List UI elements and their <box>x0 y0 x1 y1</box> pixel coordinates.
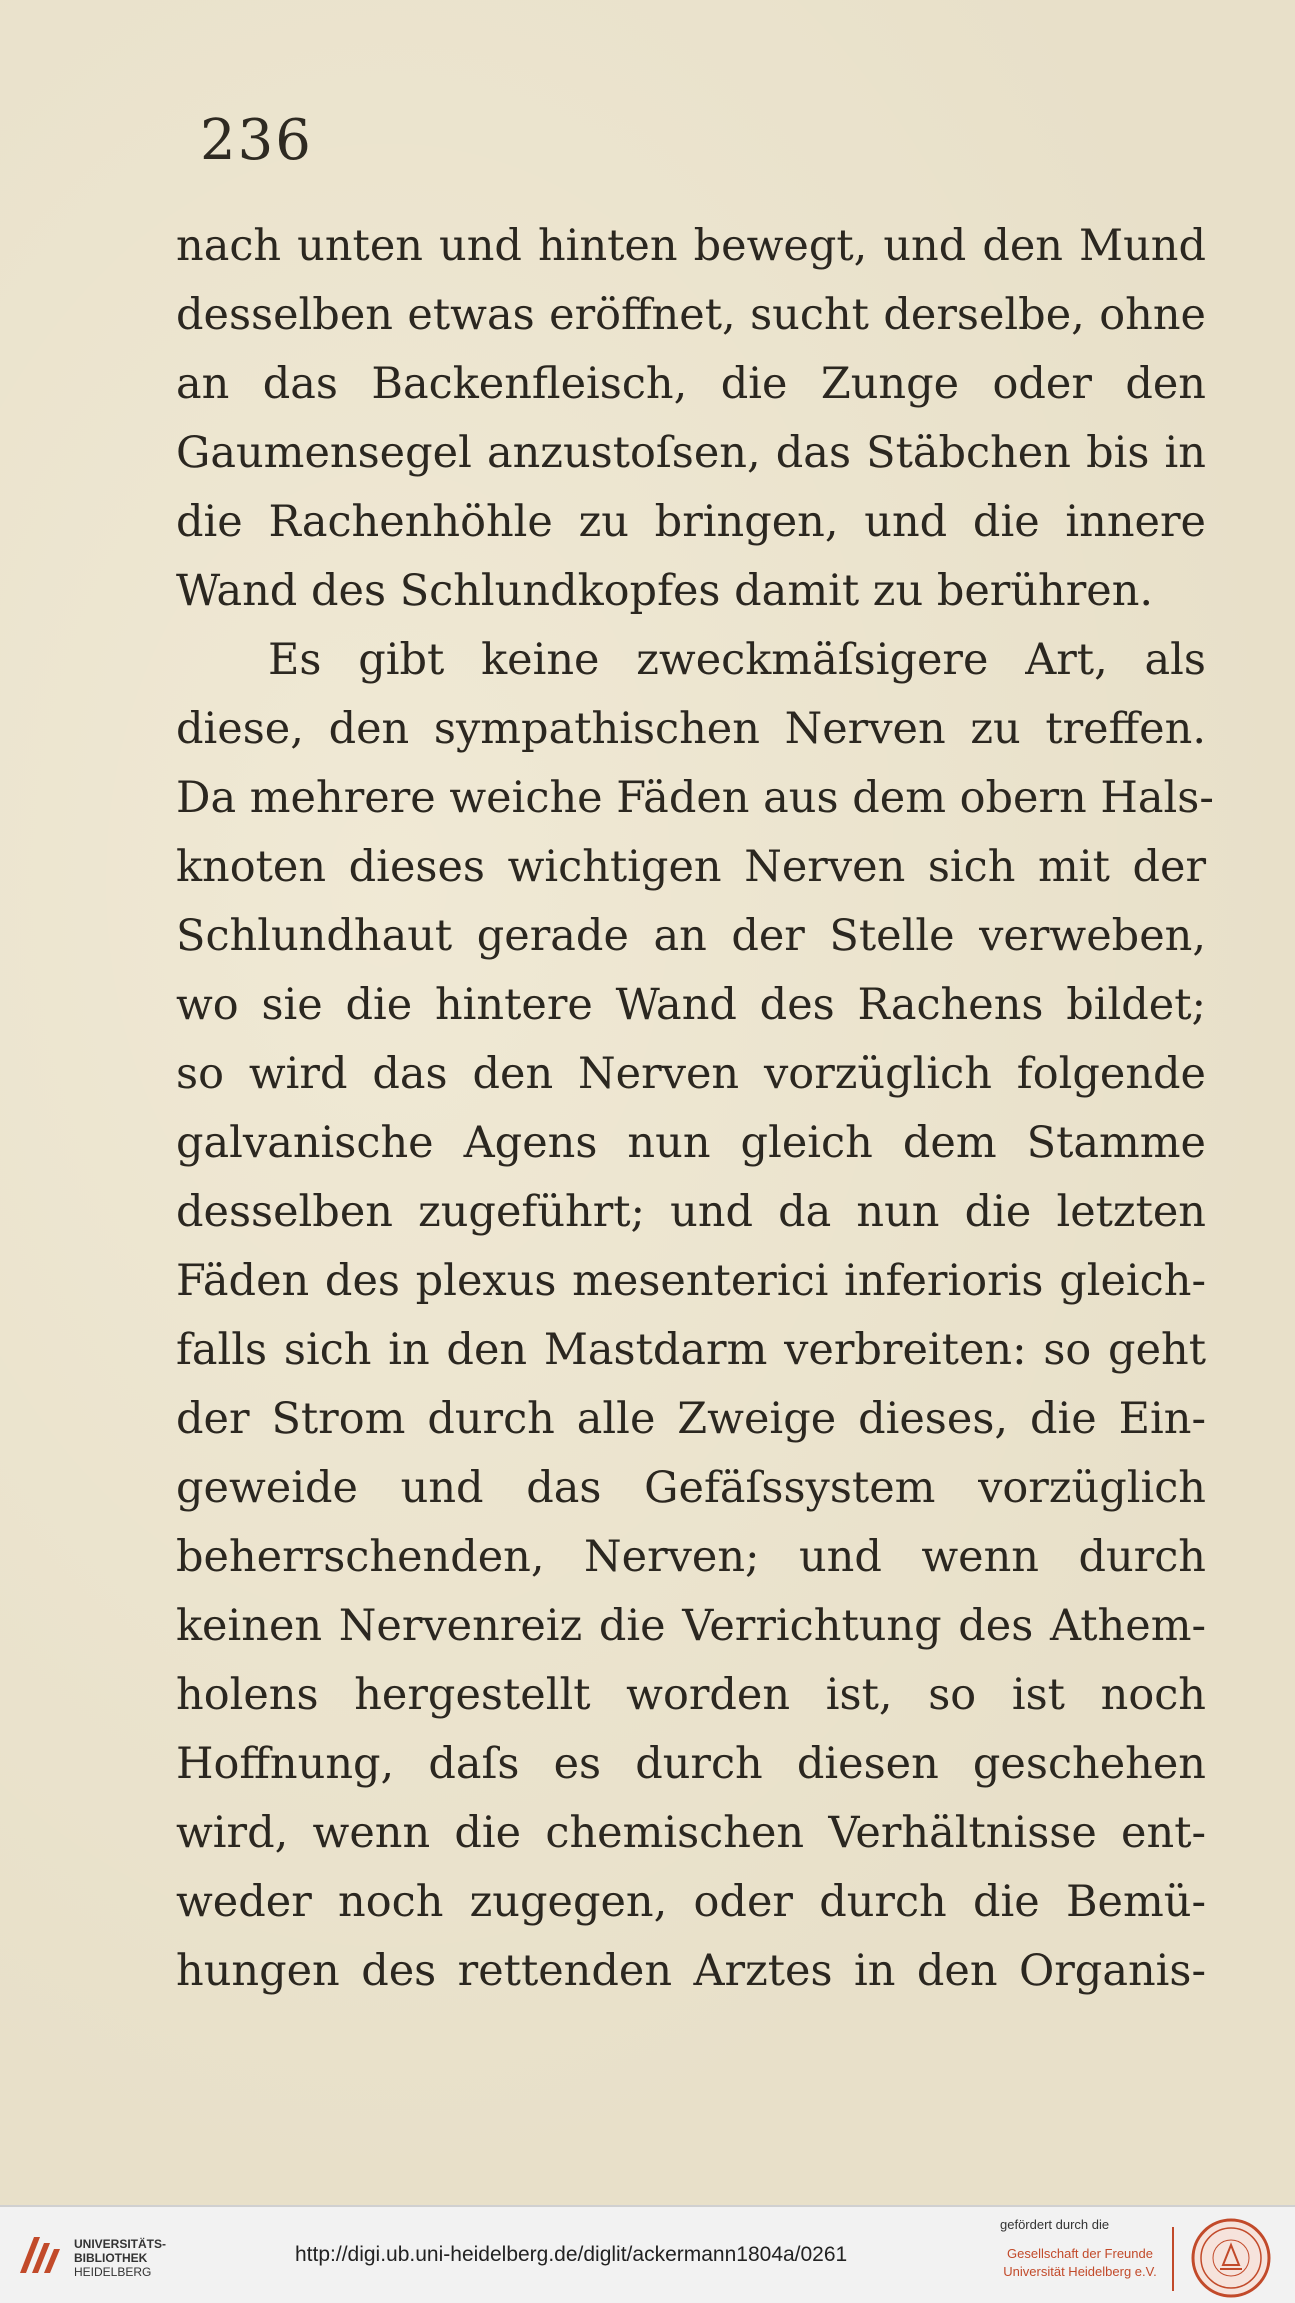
library-name: UNIVERSITÄTS- BIBLIOTHEK HEIDELBERG <box>74 2237 167 2279</box>
text-line: Gaumensegel anzustoſsen, das Stäbchen bis in <box>176 428 1206 478</box>
text-line: Wand des Schlundkopfes damit zu berühren. <box>176 566 1154 616</box>
text-line: holens hergestellt worden ist, so ist noch <box>176 1670 1206 1720</box>
page-text <box>176 212 1214 2006</box>
text-line: geweide und das Gefäſssystem vorzüglich <box>176 1463 1206 1513</box>
text-line: an das Backenfleisch, die Zunge oder den <box>176 359 1206 409</box>
text-line: desselben zugeführt; und da nun die letzten <box>176 1187 1206 1237</box>
text-line: wo sie die hintere Wand des Rachens bildet; <box>176 980 1206 1030</box>
text-line: galvanische Agens nun gleich dem Stamme <box>176 1118 1206 1168</box>
text-line: falls sich in den Mastdarm verbreiten: so geht <box>176 1325 1206 1375</box>
text-line: Hoffnung, daſs es durch diesen geschehen <box>176 1739 1206 1789</box>
text-line: beherrschenden, Nerven; und wenn durch <box>176 1532 1206 1582</box>
text-line: Schlundhaut gerade an der Stelle verweben, <box>176 911 1206 961</box>
funding-label: gefördert durch die <box>1000 2217 1110 2232</box>
page-number: 236 <box>200 108 313 173</box>
text-line: so wird das den Nerven vorzüglich folgende <box>176 1049 1206 1099</box>
text-line: desselben etwas eröffnet, sucht derselbe, ohne <box>176 290 1206 340</box>
text-line: diese, den sympathischen Nerven zu treffen. <box>176 704 1206 754</box>
text-line: hungen des rettenden Arztes in den Organis- <box>176 1946 1206 1996</box>
document-url-link[interactable]: http://digi.ub.uni-heidelberg.de/diglit/ackermann1804a/0261 <box>295 2243 848 2266</box>
text-line: wird, wenn die chemischen Verhältnisse ent- <box>176 1808 1206 1858</box>
ub-logo-icon <box>14 2229 66 2281</box>
text-line: Es gibt keine zweckmäſsigere Art, als <box>268 635 1206 685</box>
text-line: weder noch zugegen, oder durch die Bemü- <box>176 1877 1206 1927</box>
text-line: Fäden des plexus mesenterici inferioris gleich- <box>176 1256 1206 1306</box>
sponsor-name: Gesellschaft der Freunde Universität Heidelberg e.V. <box>1003 2246 1157 2279</box>
text-line: der Strom durch alle Zweige dieses, die Ein- <box>176 1394 1206 1444</box>
text-line: knoten dieses wichtigen Nerven sich mit der <box>176 842 1206 892</box>
divider <box>1172 2227 1174 2291</box>
text-line: keinen Nervenreiz die Verrichtung des Athem- <box>176 1601 1206 1651</box>
text-line: nach unten und hinten bewegt, und den Mund <box>176 221 1206 271</box>
footer-bar <box>0 2205 1295 2303</box>
university-seal-icon <box>1190 2217 1272 2299</box>
text-line: Da mehrere weiche Fäden aus dem obern Hals- <box>176 773 1214 823</box>
text-line: die Rachenhöhle zu bringen, und die innere <box>176 497 1206 547</box>
